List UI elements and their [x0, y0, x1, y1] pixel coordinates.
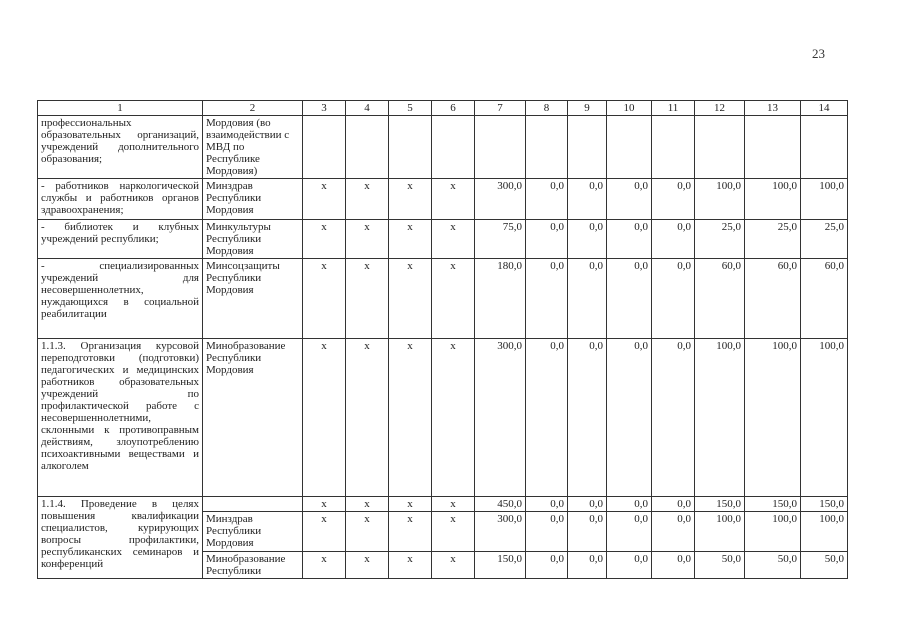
executor — [203, 497, 303, 512]
table-cell: 0,0 — [568, 512, 607, 552]
table-cell: х — [389, 220, 432, 259]
table-cell: 0,0 — [526, 552, 568, 579]
table-cell: 0,0 — [652, 259, 695, 339]
program-table — [37, 100, 848, 579]
table-cell: 0,0 — [607, 552, 652, 579]
col-header: 9 — [568, 101, 607, 116]
table-cell: 100,0 — [801, 179, 848, 220]
col-header: 10 — [607, 101, 652, 116]
table-cell: 75,0 — [475, 220, 526, 259]
executor: Минобразование Республики — [203, 552, 303, 579]
table-cell: 25,0 — [801, 220, 848, 259]
table-cell: х — [346, 497, 389, 512]
table-cell: х — [432, 179, 475, 220]
table-cell: 100,0 — [745, 179, 801, 220]
col-header: 14 — [801, 101, 848, 116]
table-cell: х — [303, 552, 346, 579]
table-cell: 100,0 — [745, 339, 801, 497]
table-cell: х — [432, 552, 475, 579]
table-cell: х — [389, 179, 432, 220]
table-cell: 50,0 — [745, 552, 801, 579]
table-row — [38, 339, 848, 497]
table-cell: 0,0 — [568, 339, 607, 497]
table-cell — [432, 116, 475, 179]
table-cell — [303, 116, 346, 179]
table-cell: х — [389, 259, 432, 339]
table-cell — [526, 116, 568, 179]
table-cell: 0,0 — [607, 220, 652, 259]
table-cell: 0,0 — [652, 497, 695, 512]
table-cell: 0,0 — [568, 497, 607, 512]
table-cell: 100,0 — [695, 179, 745, 220]
table-cell: 150,0 — [475, 552, 526, 579]
table-cell: х — [346, 179, 389, 220]
table-cell: 0,0 — [568, 220, 607, 259]
table-cell: 0,0 — [652, 552, 695, 579]
table-cell — [695, 116, 745, 179]
table-cell: х — [432, 497, 475, 512]
table-cell: х — [432, 259, 475, 339]
table-cell: 0,0 — [526, 259, 568, 339]
measure-name: - специализированных учреждений для несовершеннолетних, нуждающихся в социальной реабилитации — [38, 259, 203, 339]
col-header: 7 — [475, 101, 526, 116]
table-cell: 0,0 — [526, 179, 568, 220]
table-cell: х — [346, 339, 389, 497]
table-cell: х — [303, 339, 346, 497]
table-cell: 0,0 — [652, 220, 695, 259]
col-header: 1 — [38, 101, 203, 116]
col-header: 13 — [745, 101, 801, 116]
table-cell: х — [389, 497, 432, 512]
table-cell: х — [303, 220, 346, 259]
table-cell: 60,0 — [745, 259, 801, 339]
table-cell: 0,0 — [526, 512, 568, 552]
table-cell: х — [389, 339, 432, 497]
table-cell — [801, 116, 848, 179]
table-cell: 0,0 — [652, 339, 695, 497]
table-cell: х — [303, 497, 346, 512]
measure-name: - библиотек и клубных учреждений республики; — [38, 220, 203, 259]
header-row — [38, 101, 848, 116]
table-cell: 0,0 — [526, 339, 568, 497]
table-cell: х — [389, 552, 432, 579]
executor: Минздрав Республики Мордовия — [203, 179, 303, 220]
table-cell: 100,0 — [745, 512, 801, 552]
table-cell: х — [303, 259, 346, 339]
table-cell: 25,0 — [695, 220, 745, 259]
table-cell: х — [346, 259, 389, 339]
table-cell: 0,0 — [607, 339, 652, 497]
table-cell: 25,0 — [745, 220, 801, 259]
table-cell: 300,0 — [475, 512, 526, 552]
table-row — [38, 179, 848, 220]
table-cell: 0,0 — [568, 179, 607, 220]
col-header: 6 — [432, 101, 475, 116]
table-cell: 0,0 — [568, 259, 607, 339]
table-cell: 0,0 — [526, 497, 568, 512]
table-cell: 0,0 — [607, 497, 652, 512]
table-cell: х — [346, 512, 389, 552]
table-cell — [475, 116, 526, 179]
col-header: 2 — [203, 101, 303, 116]
table-cell: 100,0 — [695, 512, 745, 552]
table-cell: х — [432, 339, 475, 497]
table-cell: 60,0 — [695, 259, 745, 339]
table-cell: 0,0 — [652, 179, 695, 220]
table-cell: 0,0 — [607, 179, 652, 220]
table-cell — [745, 116, 801, 179]
table-row — [38, 497, 848, 512]
col-header: 4 — [346, 101, 389, 116]
table-cell — [346, 116, 389, 179]
table-cell: 0,0 — [607, 259, 652, 339]
table-cell: 0,0 — [568, 552, 607, 579]
table-cell: 100,0 — [801, 339, 848, 497]
table-cell: 0,0 — [652, 512, 695, 552]
col-header: 5 — [389, 101, 432, 116]
table-cell: х — [432, 512, 475, 552]
table-cell: 0,0 — [526, 220, 568, 259]
table-cell: 100,0 — [801, 512, 848, 552]
measure-name: 1.1.4. Проведение в целях повышения квалификации специалистов, курирующих вопросы профилактики, республиканских семинаров и конференций — [38, 497, 203, 579]
table-cell: 150,0 — [801, 497, 848, 512]
page-number: 23 — [812, 46, 825, 61]
executor: Минздрав Республики Мордовия — [203, 512, 303, 552]
table-row — [38, 116, 848, 179]
executor: Минкультуры Республики Мордовия — [203, 220, 303, 259]
table-cell: х — [303, 512, 346, 552]
table-cell: х — [432, 220, 475, 259]
table-cell: х — [346, 220, 389, 259]
table-cell: 100,0 — [695, 339, 745, 497]
measure-name: профессиональных образовательных организаций, учреждений дополнительного образования; — [38, 116, 203, 179]
table-cell: 150,0 — [745, 497, 801, 512]
table-cell: 50,0 — [801, 552, 848, 579]
table-cell: х — [346, 552, 389, 579]
col-header: 3 — [303, 101, 346, 116]
table-cell: 450,0 — [475, 497, 526, 512]
col-header: 8 — [526, 101, 568, 116]
table-cell: 180,0 — [475, 259, 526, 339]
table-cell: 150,0 — [695, 497, 745, 512]
table-cell: х — [303, 179, 346, 220]
table-cell: 300,0 — [475, 179, 526, 220]
table-row — [38, 220, 848, 259]
measure-name: 1.1.3. Организация курсовой переподготовки (подготовки) педагогических и медицинских работников образовательных учреждений по профилактической работе с несовершеннолетними, склонными к противоправным действиям, злоупотреблению психоактивными веществами и алкоголем — [38, 339, 203, 497]
table-cell: 50,0 — [695, 552, 745, 579]
executor: Минобразование Республики Мордовия — [203, 339, 303, 497]
table-cell — [607, 116, 652, 179]
executor: Мордовия (во взаимодействии с МВД по Республике Мордовия) — [203, 116, 303, 179]
table-cell: 0,0 — [607, 512, 652, 552]
table-cell — [568, 116, 607, 179]
measure-name: - работников наркологической службы и работников органов здравоохранения; — [38, 179, 203, 220]
table-row — [38, 259, 848, 339]
table-cell: х — [389, 512, 432, 552]
col-header: 11 — [652, 101, 695, 116]
table-cell — [389, 116, 432, 179]
executor: Минсоцзащиты Республики Мордовия — [203, 259, 303, 339]
table-cell: 300,0 — [475, 339, 526, 497]
col-header: 12 — [695, 101, 745, 116]
table-cell: 60,0 — [801, 259, 848, 339]
table-cell — [652, 116, 695, 179]
